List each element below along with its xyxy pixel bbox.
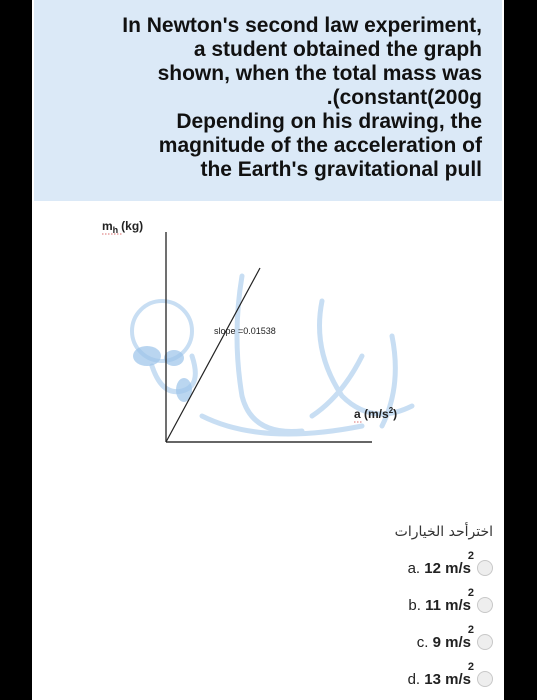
x-axis-label: a $(m/s^2)$ <box>354 406 398 421</box>
question-line: In Newton's second law experiment, <box>122 14 482 37</box>
option-c-label: c. 9 m/s 2 <box>416 623 474 651</box>
option-a[interactable] <box>407 549 493 580</box>
question-line: Depending on his drawing, the <box>176 110 482 133</box>
option-d[interactable] <box>407 660 493 691</box>
option-b-radio[interactable] <box>477 597 493 613</box>
question-line: magnitude of the acceleration of <box>158 134 482 157</box>
question-line: shown, when the total mass was <box>157 62 482 85</box>
question-box <box>34 0 502 201</box>
option-b-label: b. 11 m/s 2 <box>408 586 474 614</box>
graph-image <box>92 206 467 474</box>
question-line: the Earth's gravitational pull <box>200 158 482 181</box>
option-c-radio[interactable] <box>477 634 493 650</box>
option-a-label: a. 12 m/s 2 <box>407 549 474 577</box>
question-text <box>42 14 482 182</box>
option-b[interactable] <box>408 586 493 617</box>
option-c[interactable] <box>416 623 493 654</box>
option-a-radio[interactable] <box>477 560 493 576</box>
slope-label: slope =0.01538 <box>214 326 276 336</box>
option-d-label: d. 13 m/s 2 <box>407 660 474 688</box>
question-line: .(constant(200g <box>326 86 482 109</box>
option-d-radio[interactable] <box>477 671 493 687</box>
choose-option-prompt: اخترأحد الخيارات <box>394 524 493 540</box>
y-axis-label: $m_h$ (kg) <box>102 219 144 235</box>
question-line: a student obtained the graph <box>193 38 482 61</box>
